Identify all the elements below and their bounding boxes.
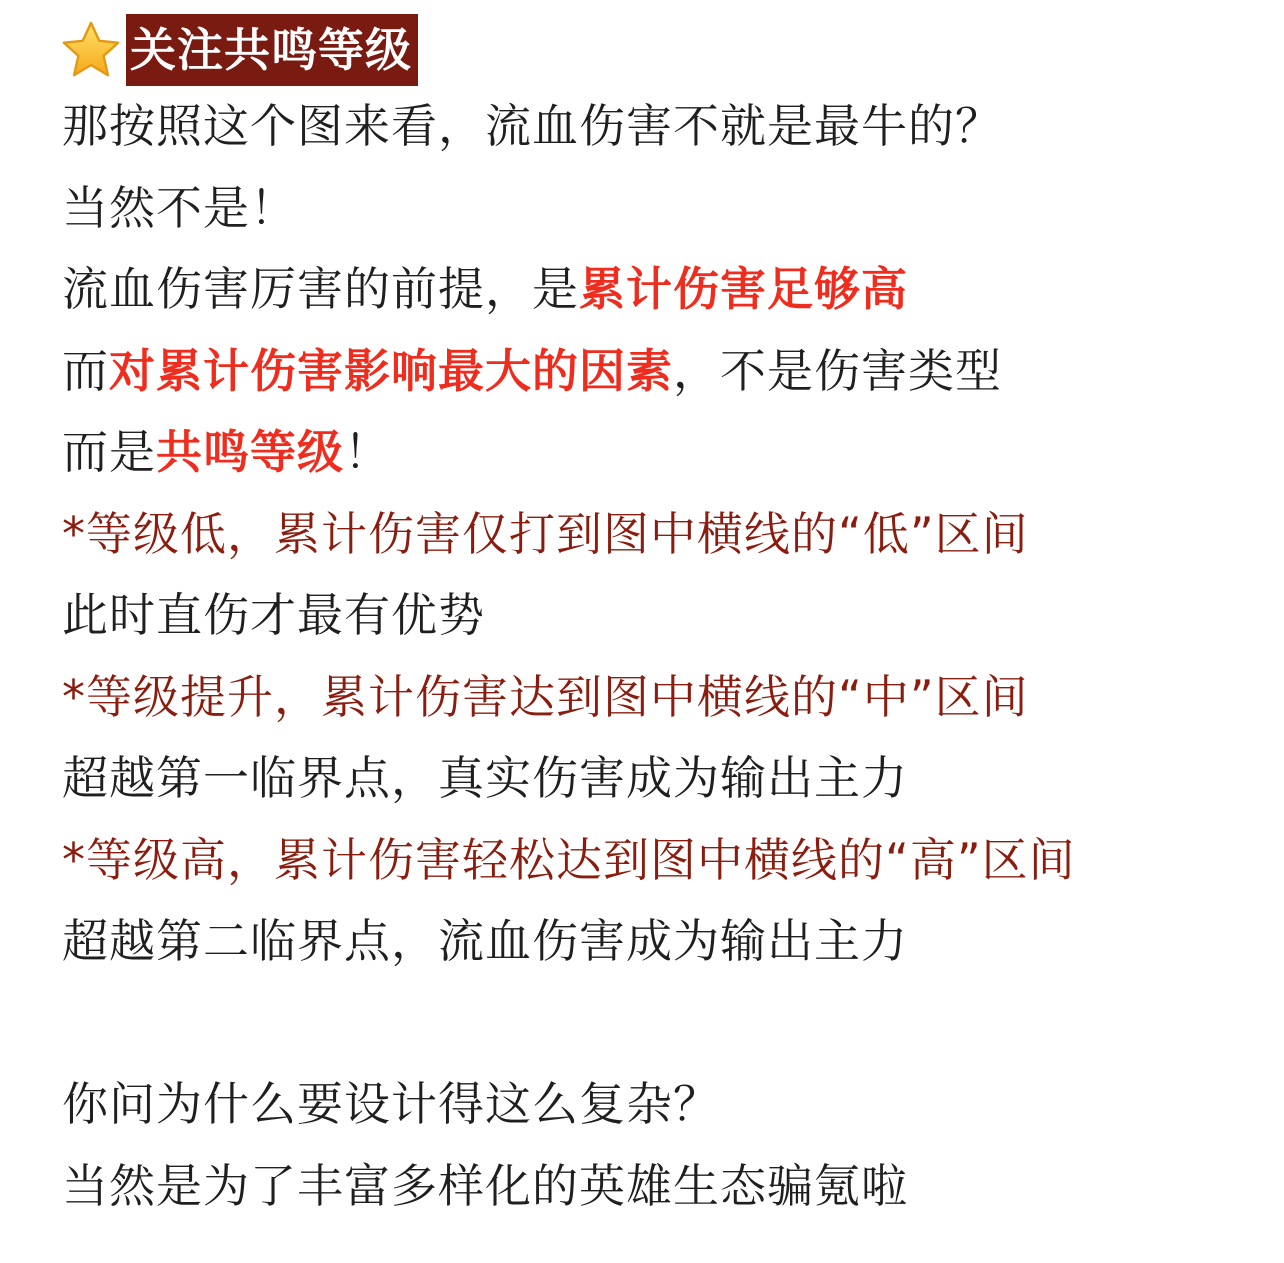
plain-text: 而	[62, 343, 109, 398]
plain-text: 流血伤害厉害的前提，是	[62, 262, 579, 316]
text-line-4	[62, 331, 1262, 413]
star-icon	[60, 19, 122, 81]
plain-text: ，不是伤害类型	[673, 343, 1002, 398]
text-line-13: 当然是为了丰富多样化的英雄生态骗氪啦	[62, 1158, 908, 1213]
article-body	[62, 14, 1262, 1227]
plain-text: 而是	[62, 425, 156, 479]
bullet-line-low: *等级低，累计伤害仅打到图中横线的“低”区间	[62, 506, 1029, 561]
text-line-5	[62, 412, 1262, 494]
text-line-1: 那按照这个图来看，流血伤害不就是最牛的？	[62, 99, 1002, 153]
text-line-2: 当然不是！	[62, 180, 297, 235]
text-line-12: 你问为什么要设计得这么复杂？	[62, 1077, 720, 1131]
heading-tag: 关注共鸣等级	[126, 14, 418, 86]
bullet-line-mid: *等级提升，累计伤害达到图中横线的“中”区间	[62, 669, 1029, 724]
section-heading	[62, 14, 1262, 86]
highlight-text: 累计伤害足够高	[579, 262, 908, 316]
bullet-line-high: *等级高，累计伤害轻松达到图中横线的“高”区间	[62, 832, 1076, 887]
text-line-7: 此时直伤才最有优势	[62, 588, 485, 642]
text-line-9: 超越第一临界点，真实伤害成为输出主力	[62, 751, 908, 805]
highlight-text: 共鸣等级	[156, 425, 344, 479]
paragraph-spacer	[62, 983, 1262, 1065]
text-line-3	[62, 249, 1262, 331]
text-line-11: 超越第二临界点，流血伤害成为输出主力	[62, 914, 908, 968]
plain-text: ！	[344, 425, 391, 479]
highlight-text: 对累计伤害影响最大的因素	[109, 343, 673, 398]
